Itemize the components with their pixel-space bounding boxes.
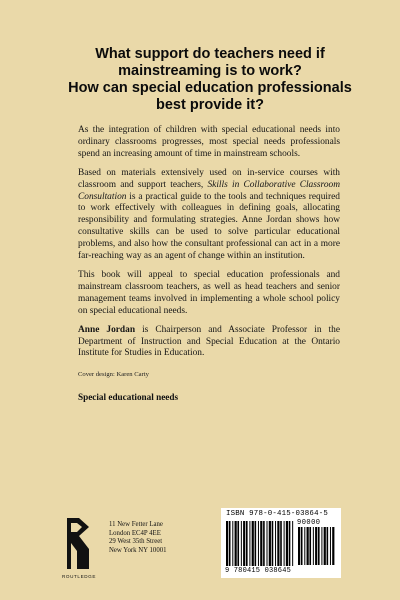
price-addon-digits: 90000 [297,519,321,527]
blurb [78,125,340,367]
blurb-paragraph-2-intro: Based on materials extensively used on in-service courses with classroom and support teachers, [78,167,340,190]
isbn-label: ISBN 978-0-415-03864-5 [226,510,328,518]
headline-question-1: What support do teachers need if mainstreaming is to work? [95,46,325,79]
publisher-address [109,521,167,555]
address-line: 29 West 35th Street [109,538,163,546]
address-line: London EC4P 4EE [109,529,161,537]
routledge-logo-icon [62,515,94,571]
address-line: New York NY 10001 [109,546,167,554]
ean-barcode [226,521,294,566]
series-label: Special educational needs [78,392,179,402]
address-line: 11 New Fetter Lane [109,521,163,528]
cover-design-credit: Cover design: Karen Carty [78,371,149,378]
book-title: Skills in Collaborative Classroom Consultation [78,179,340,202]
blurb-paragraph-1: As the integration of children with special educational needs into ordinary classrooms progresses, most special needs professionals spend an increasing amount of time in mainstream schools. [78,125,340,159]
publisher-logo-word: ROUTLEDGE [62,574,96,579]
author-bio [78,325,340,361]
author-bio-text: is Chairperson and Associate Professor in the Department of Instruction and Special Education at the Ontario Institute for Studies in Education. [78,324,340,359]
price-addon-barcode [298,527,336,565]
blurb-paragraph-3: This book will appeal to special education professionals and mainstream classroom teachers, as well as head teachers and senior management teams involved in implementing a whole school policy on special educational needs. [78,269,340,316]
headline-question-2: How can special education professionals best provide it? [68,80,352,113]
blurb-paragraph-2 [78,168,340,263]
ean-digits: 9 780415 038645 [224,567,291,575]
blurb-paragraph-2-rest: is a practical guide to the tools and techniques required to work effectively with colleagues in defining goals, allocating responsibility and formulating strategies. Anne Jordan shows how consultative skills can be used to solve particular educational problems, and also how the consultant professional can act in a more far-reaching way as an agent of change within an institution. [78,191,340,262]
author-name: Anne Jordan [78,324,136,335]
